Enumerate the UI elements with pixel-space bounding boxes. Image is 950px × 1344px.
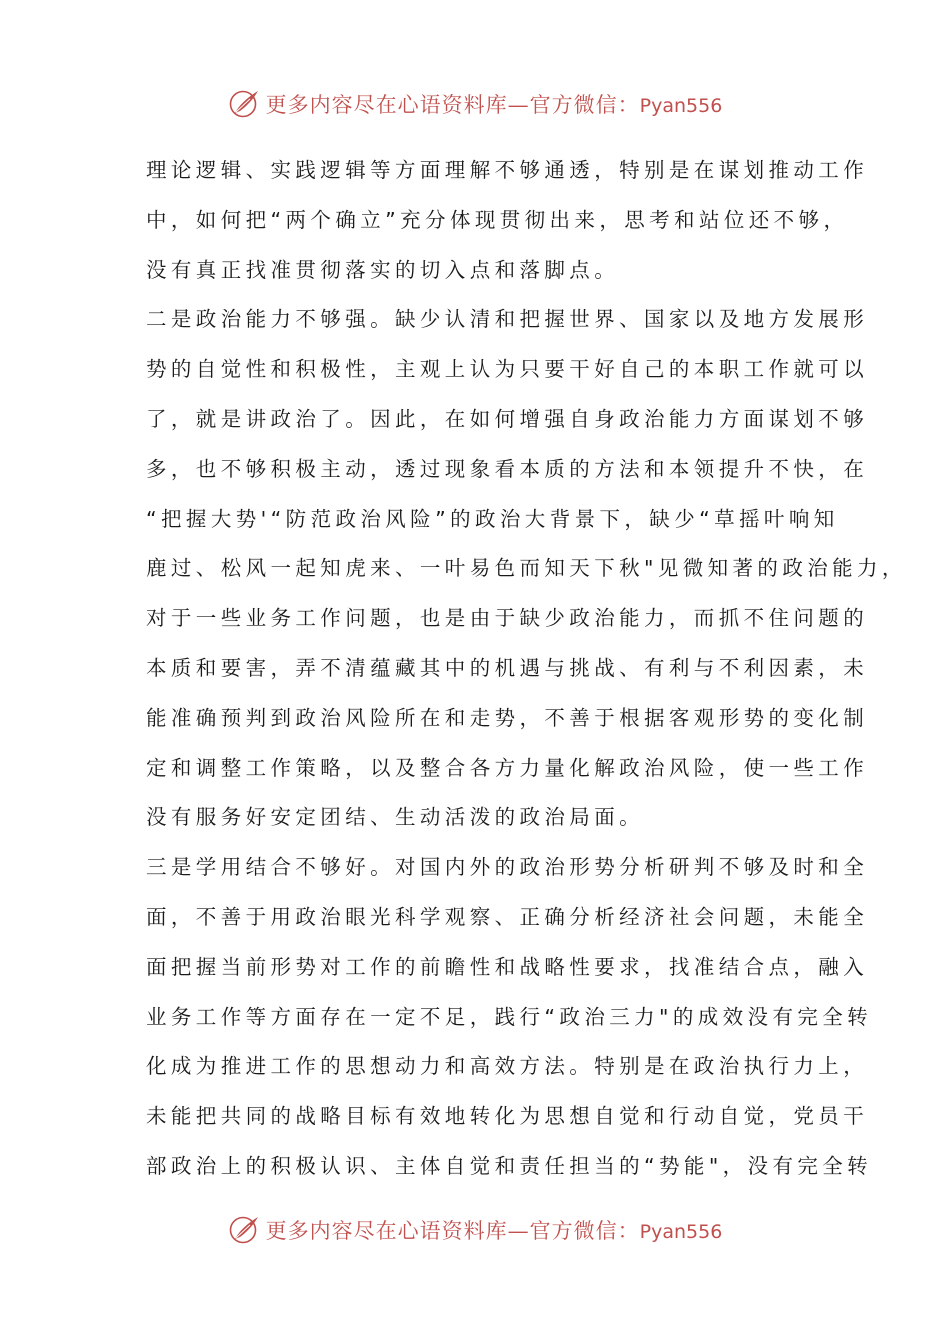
watermark-wechat-id: Pyan556 [639, 95, 723, 117]
watermark-text [266, 89, 723, 119]
text-line: 没有服务好安定团结、生动活泼的政治局面。 [146, 805, 644, 830]
text-line: 定和调整工作策略，以及整合各方力量化解政治风险，使一些工作 [146, 755, 869, 780]
text-line: 了，就是讲政治了。因此，在如何增强自身政治能力方面谋划不够 [146, 406, 869, 431]
document-body [146, 146, 907, 1192]
text-line: “把握大势'“防范政治风险”的政治大背景下，缺少“草摇叶响知 [146, 506, 839, 531]
text-line: 对于一些业务工作问题，也是由于缺少政治能力，而抓不住问题的 [146, 606, 869, 631]
text-line: 能准确预判到政治风险所在和走势，不善于根据客观形势的变化制 [146, 705, 869, 730]
text-line: 理论逻辑、实践逻辑等方面理解不够通透，特别是在谋划推动工作 [146, 158, 869, 182]
text-line: 化成为推进工作的思想动力和高效方法。特别是在政治执行力上， [146, 1054, 869, 1079]
header-watermark [0, 82, 950, 126]
text-line: 未能把共同的战略目标有效地转化为思想自觉和行动自觉，党员干 [146, 1104, 869, 1129]
text-line: 面把握当前形势对工作的前瞻性和战略性要求，找准结合点，融入 [146, 954, 869, 979]
watermark-brand: 更多内容尽在心语资料库—官方微信： [265, 1219, 640, 1243]
text-line: 没有真正找准贯彻落实的切入点和落脚点。 [146, 257, 620, 282]
watermark-wechat-id: Pyan556 [639, 1221, 723, 1243]
text-line: 多，也不够积极主动，透过现象看本质的方法和本领提升不快，在 [146, 456, 869, 481]
text-line: 面，不善于用政治眼光科学观察、正确分析经济社会问题，未能全 [146, 904, 869, 929]
text-line: 鹿过、松风一起知虎来、一叶易色而知天下秋"见微知著的政治能力， [146, 556, 907, 581]
watermark-brand: 更多内容尽在心语资料库—官方微信： [265, 93, 640, 117]
text-line: 势的自觉性和积极性，主观上认为只要干好自己的本职工作就可以 [146, 357, 869, 382]
text-line: 本质和要害，弄不清蕴藏其中的机遇与挑战、有利与不利因素，未 [146, 655, 869, 680]
quill-logo-icon [228, 1213, 262, 1247]
footer-watermark [0, 1208, 950, 1252]
watermark-text [266, 1215, 723, 1245]
text-line: 部政治上的积极认识、主体自觉和责任担当的“势能"，没有完全转 [146, 1153, 873, 1178]
text-line: 二是政治能力不够强。缺少认清和把握世界、国家以及地方发展形 [146, 307, 869, 332]
text-line: 中，如何把“两个确立”充分体现贯彻出来，思考和站位还不够， [146, 207, 849, 232]
text-line: 三是学用结合不够好。对国内外的政治形势分析研判不够及时和全 [146, 855, 869, 880]
text-line: 业务工作等方面存在一定不足，践行“政治三力"的成效没有完全转 [146, 1004, 873, 1029]
quill-logo-icon [228, 87, 262, 121]
